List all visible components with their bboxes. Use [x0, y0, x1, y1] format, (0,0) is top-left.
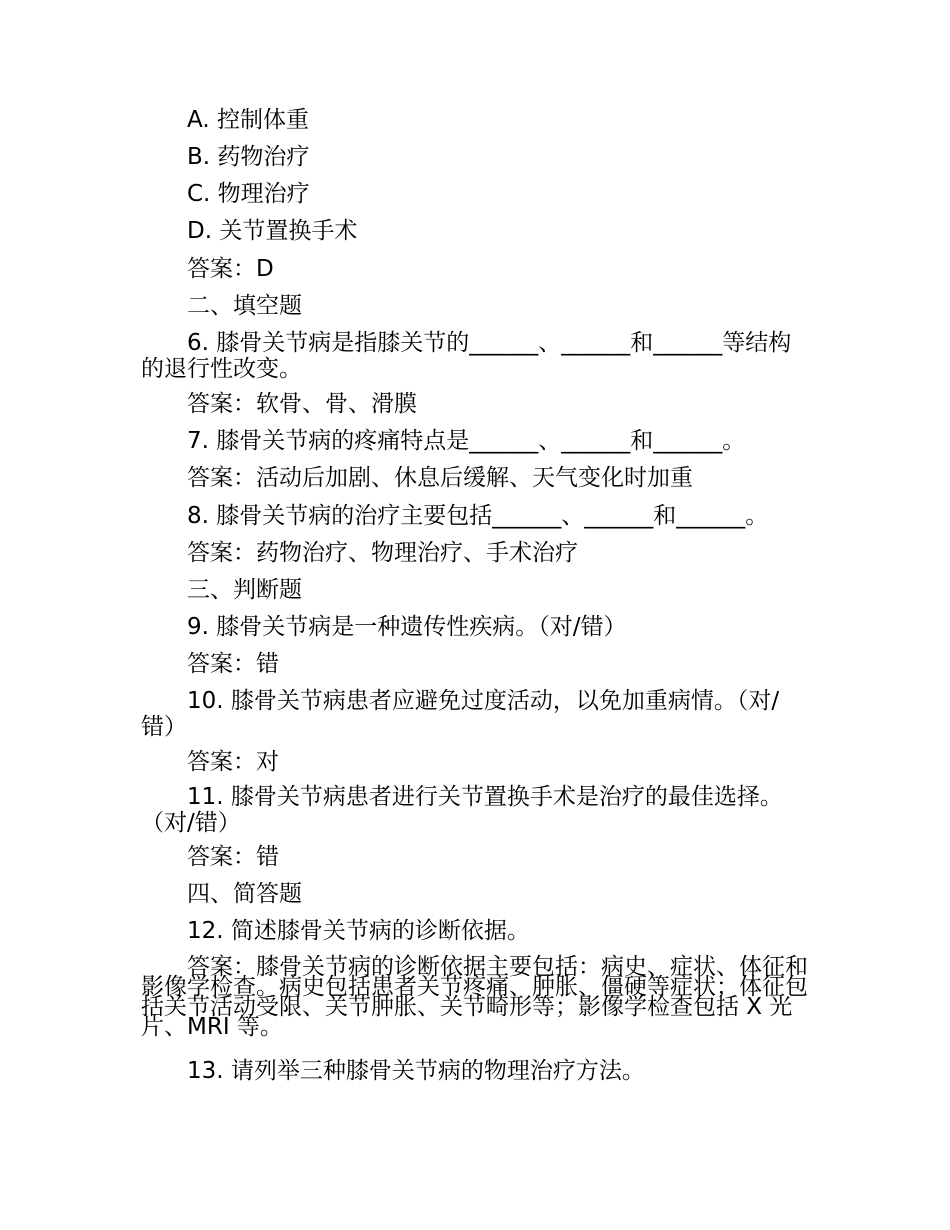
section-short-answer: 四、简答题 — [187, 881, 302, 907]
section-fill-in-blank: 二、填空题 — [187, 293, 302, 319]
question-11: 11. 膝骨关节病患者进行关节置换手术是治疗的最佳选择。（对/错） — [141, 784, 783, 836]
option-d: D. 关节置换手术 — [187, 218, 358, 244]
question-8: 8. 膝骨关节病的治疗主要包括______、______和______。 — [187, 503, 769, 529]
answer-7: 答案：活动后加剧、休息后缓解、天气变化时加重 — [187, 465, 693, 491]
answer-10: 答案：对 — [187, 749, 279, 775]
question-7: 7. 膝骨关节病的疼痛特点是______、______和______。 — [187, 428, 746, 454]
question-12: 12. 简述膝骨关节病的诊断依据。 — [187, 918, 530, 944]
section-true-false: 三、判断题 — [187, 577, 302, 603]
answer-8: 答案：药物治疗、物理治疗、手术治疗 — [187, 540, 578, 566]
answer-5: 答案：D — [187, 256, 274, 282]
question-9: 9. 膝骨关节病是一种遗传性疾病。（对/错） — [187, 614, 627, 640]
option-b: B. 药物治疗 — [187, 144, 310, 170]
answer-6: 答案：软骨、骨、滑膜 — [187, 391, 417, 417]
answer-9: 答案：错 — [187, 651, 279, 677]
answer-12: 答案：膝骨关节病的诊断依据主要包括：病史、症状、体征和影像学检查。病史包括患者关节疼痛、肿胀、僵硬等症状；体征包括关节活动受限、关节肿胀、关节畸形等；影像学检查包括 X 光片、MRI 等。 — [141, 954, 808, 1040]
option-a: A. 控制体重 — [187, 107, 309, 133]
answer-11: 答案：错 — [187, 844, 279, 870]
question-6: 6. 膝骨关节病是指膝关节的______、______和______等结构的退行性改变。 — [141, 330, 792, 382]
option-c: C. 物理治疗 — [187, 181, 310, 207]
question-13: 13. 请列举三种膝骨关节病的物理治疗方法。 — [187, 1058, 645, 1084]
question-10: 10. 膝骨关节病患者应避免过度活动，以免加重病情。（对/错） — [141, 688, 780, 740]
